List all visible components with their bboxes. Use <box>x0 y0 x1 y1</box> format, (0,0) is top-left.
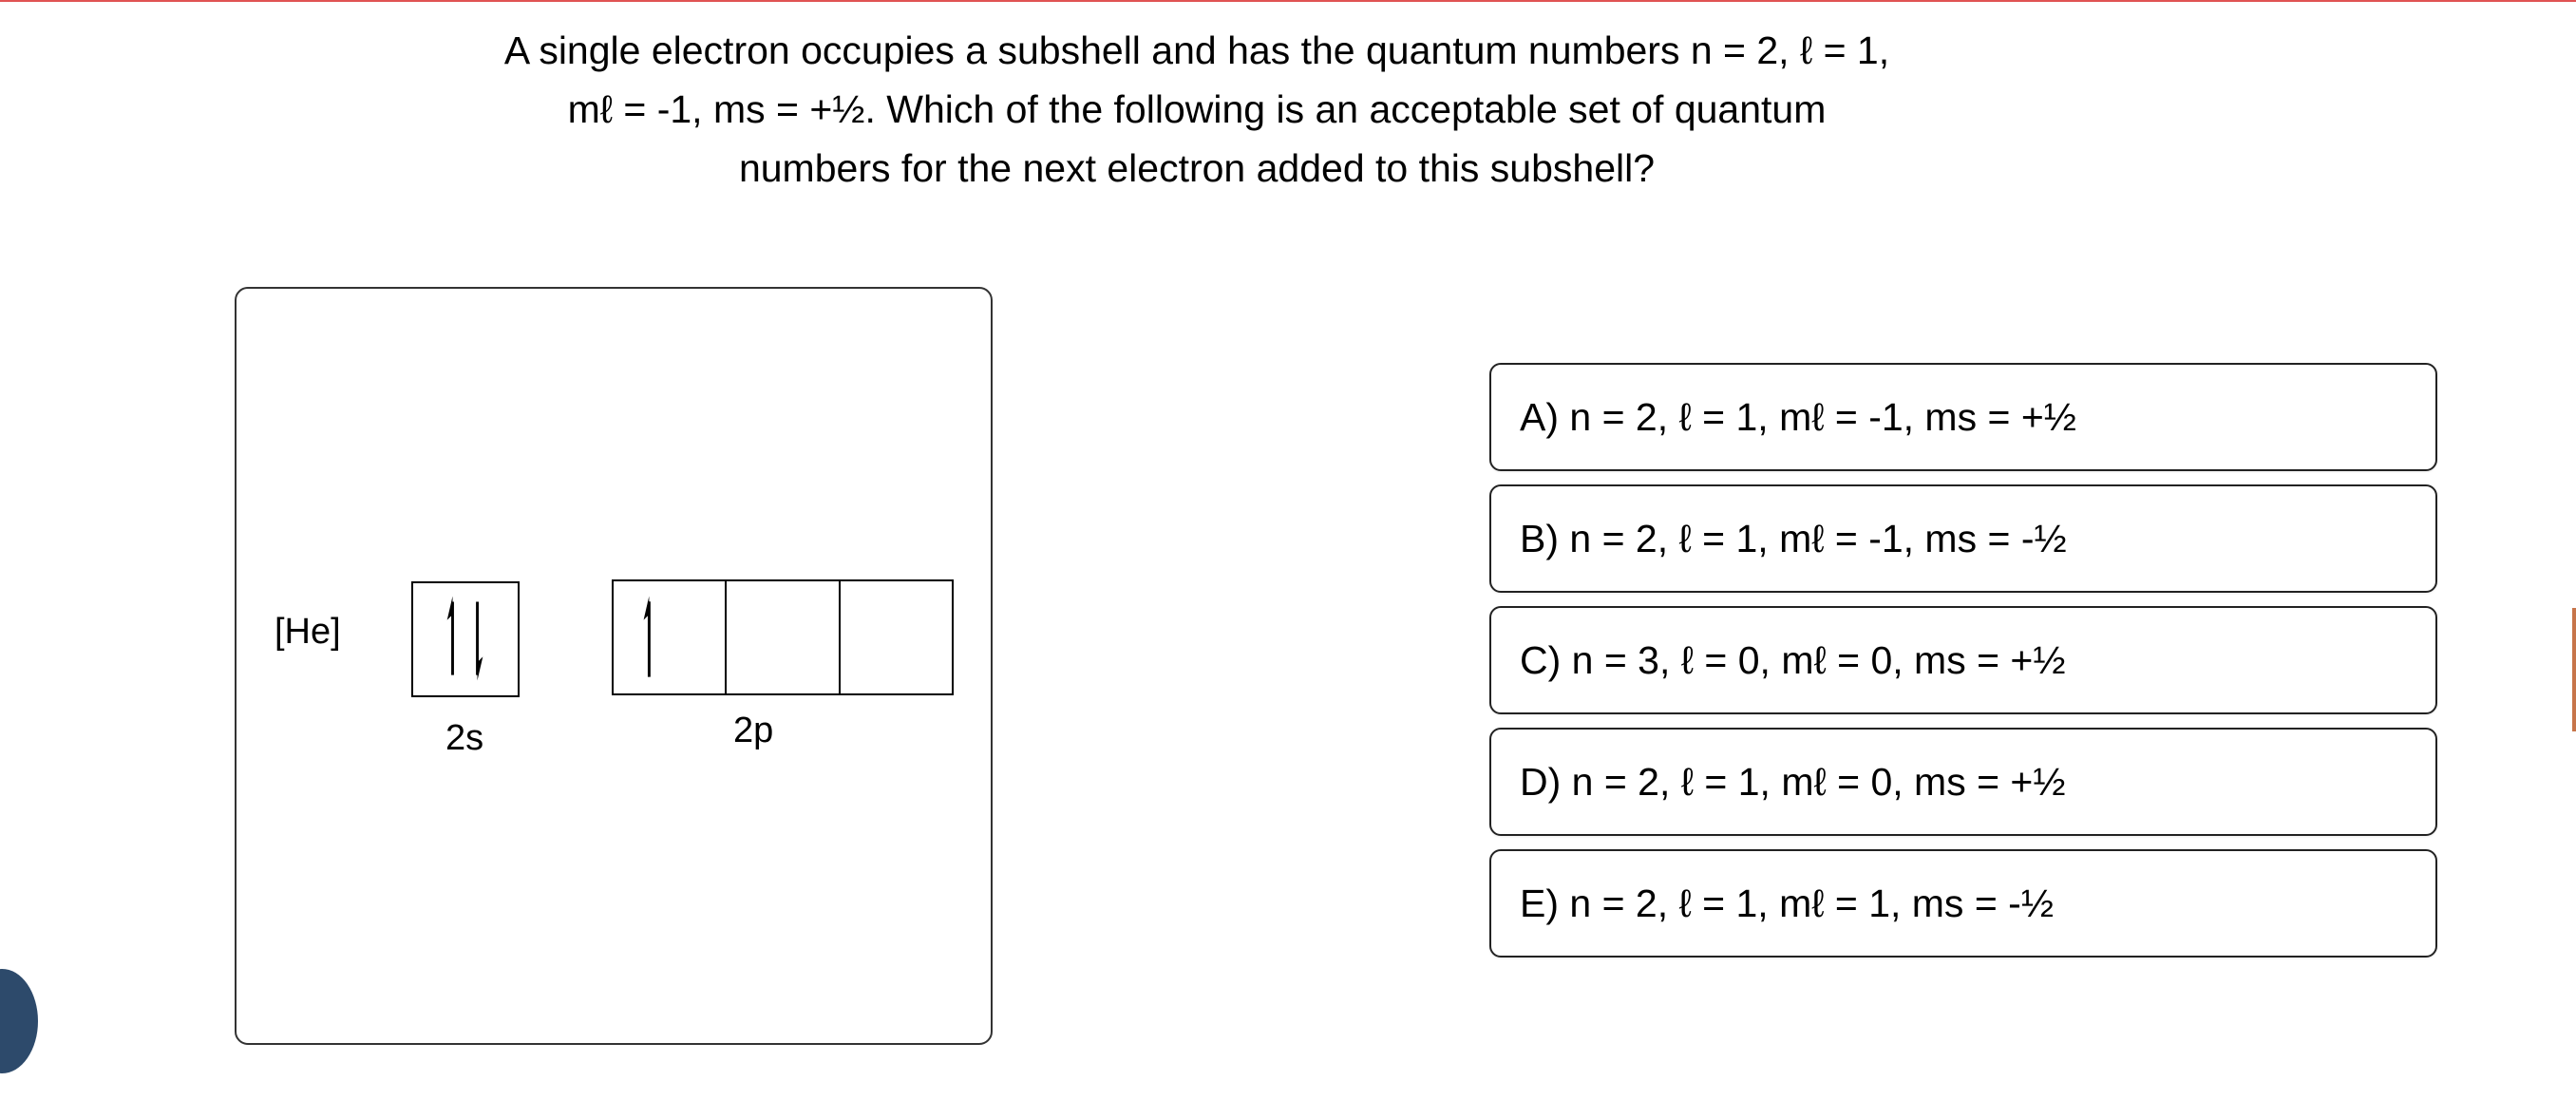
orbital-2s-box <box>411 581 520 697</box>
question-line-1: A single electron occupies a subshell and has the quantum numbers n = 2, ℓ = 1, <box>503 28 1890 72</box>
orbital-2p-box <box>839 579 954 695</box>
top-accent-border <box>0 0 2576 2</box>
answer-choice-d[interactable]: D) n = 2, ℓ = 1, mℓ = 0, ms = +½ <box>1489 728 2437 836</box>
subshell-label-2p: 2p <box>733 711 774 750</box>
answer-choice-e[interactable]: E) n = 2, ℓ = 1, mℓ = 1, ms = -½ <box>1489 849 2437 958</box>
answer-choice-c[interactable]: C) n = 3, ℓ = 0, mℓ = 0, ms = +½ <box>1489 606 2437 714</box>
question-line-2: mℓ = -1, ms = +½. Which of the following is an acceptable set of quantum <box>567 87 1827 131</box>
question-line-3: numbers for the next electron added to this subshell? <box>738 146 1656 190</box>
spin-up-down-arrows-icon <box>413 583 518 695</box>
spin-up-arrow-icon <box>614 581 725 693</box>
right-edge-accent <box>2572 608 2576 731</box>
orbital-2p-box <box>612 579 727 695</box>
question-text <box>456 21 1938 198</box>
answer-choice-b[interactable]: B) n = 2, ℓ = 1, mℓ = -1, ms = -½ <box>1489 484 2437 593</box>
subshell-label-2s: 2s <box>445 718 484 758</box>
orbital-2p-group <box>612 579 954 695</box>
help-button[interactable] <box>0 969 38 1073</box>
answer-choices <box>1489 363 2437 971</box>
orbital-diagram-panel <box>235 287 993 1045</box>
answer-choice-a[interactable]: A) n = 2, ℓ = 1, mℓ = -1, ms = +½ <box>1489 363 2437 471</box>
core-configuration-label: [He] <box>275 612 341 652</box>
orbital-2p-box <box>725 579 840 695</box>
